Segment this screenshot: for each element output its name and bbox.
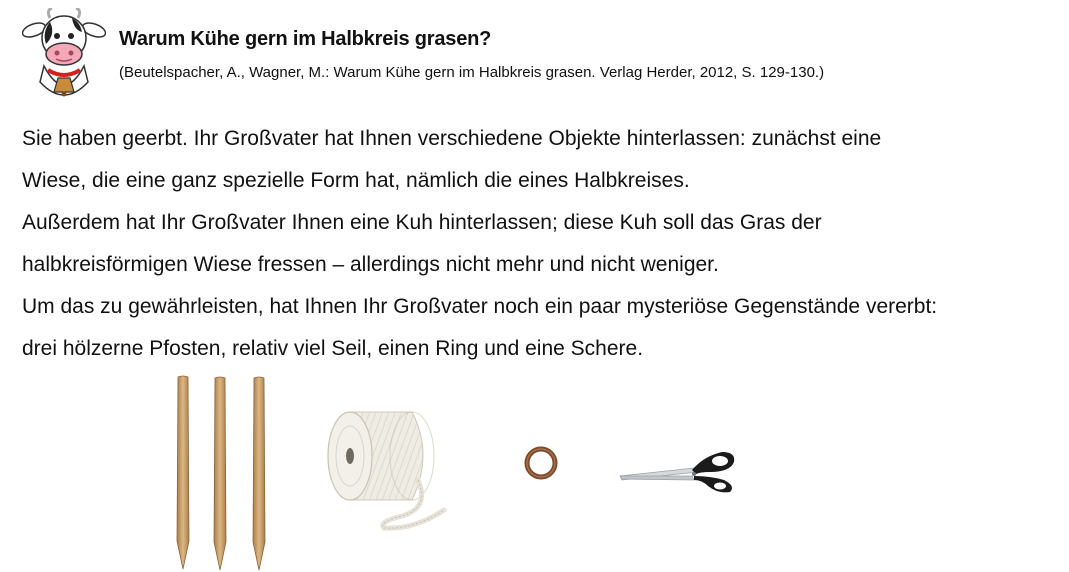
wooden-post-icon bbox=[207, 376, 233, 572]
story-line: Wiese, die eine ganz spezielle Form hat, nämlich die eines Halbkreises. bbox=[22, 169, 690, 192]
ring-icon bbox=[522, 444, 560, 482]
inherited-objects bbox=[0, 370, 1069, 571]
scissors-icon bbox=[618, 446, 740, 494]
story-line: Sie haben geerbt. Ihr Großvater hat Ihnen verschiedene Objekte hinterlassen: zunächst eine bbox=[22, 127, 882, 150]
wooden-post-icon bbox=[170, 375, 196, 571]
header bbox=[0, 0, 1069, 110]
story-line: Um das zu gewährleisten, hat Ihnen Ihr Großvater noch ein paar mysteriöse Gegenstände vererbt: bbox=[22, 295, 938, 318]
wooden-post-icon bbox=[246, 376, 272, 572]
page-title: Warum Kühe gern im Halbkreis grasen? bbox=[119, 28, 492, 50]
story-line: drei hölzerne Pfosten, relativ viel Seil, einen Ring und eine Schere. bbox=[22, 337, 644, 360]
story-line: halbkreisförmigen Wiese fressen – allerdings nicht mehr und nicht weniger. bbox=[22, 253, 719, 276]
rope-spool-icon bbox=[326, 408, 456, 532]
story-line: Außerdem hat Ihr Großvater Ihnen eine Kuh hinterlassen; diese Kuh soll das Gras der bbox=[22, 211, 822, 234]
cow-mascot-icon bbox=[22, 8, 106, 104]
story-text bbox=[22, 118, 1067, 370]
source-citation: (Beutelspacher, A., Wagner, M.: Warum Kühe gern im Halbkreis grasen. Verlag Herder, 2012, S. 129-130.) bbox=[119, 64, 825, 81]
